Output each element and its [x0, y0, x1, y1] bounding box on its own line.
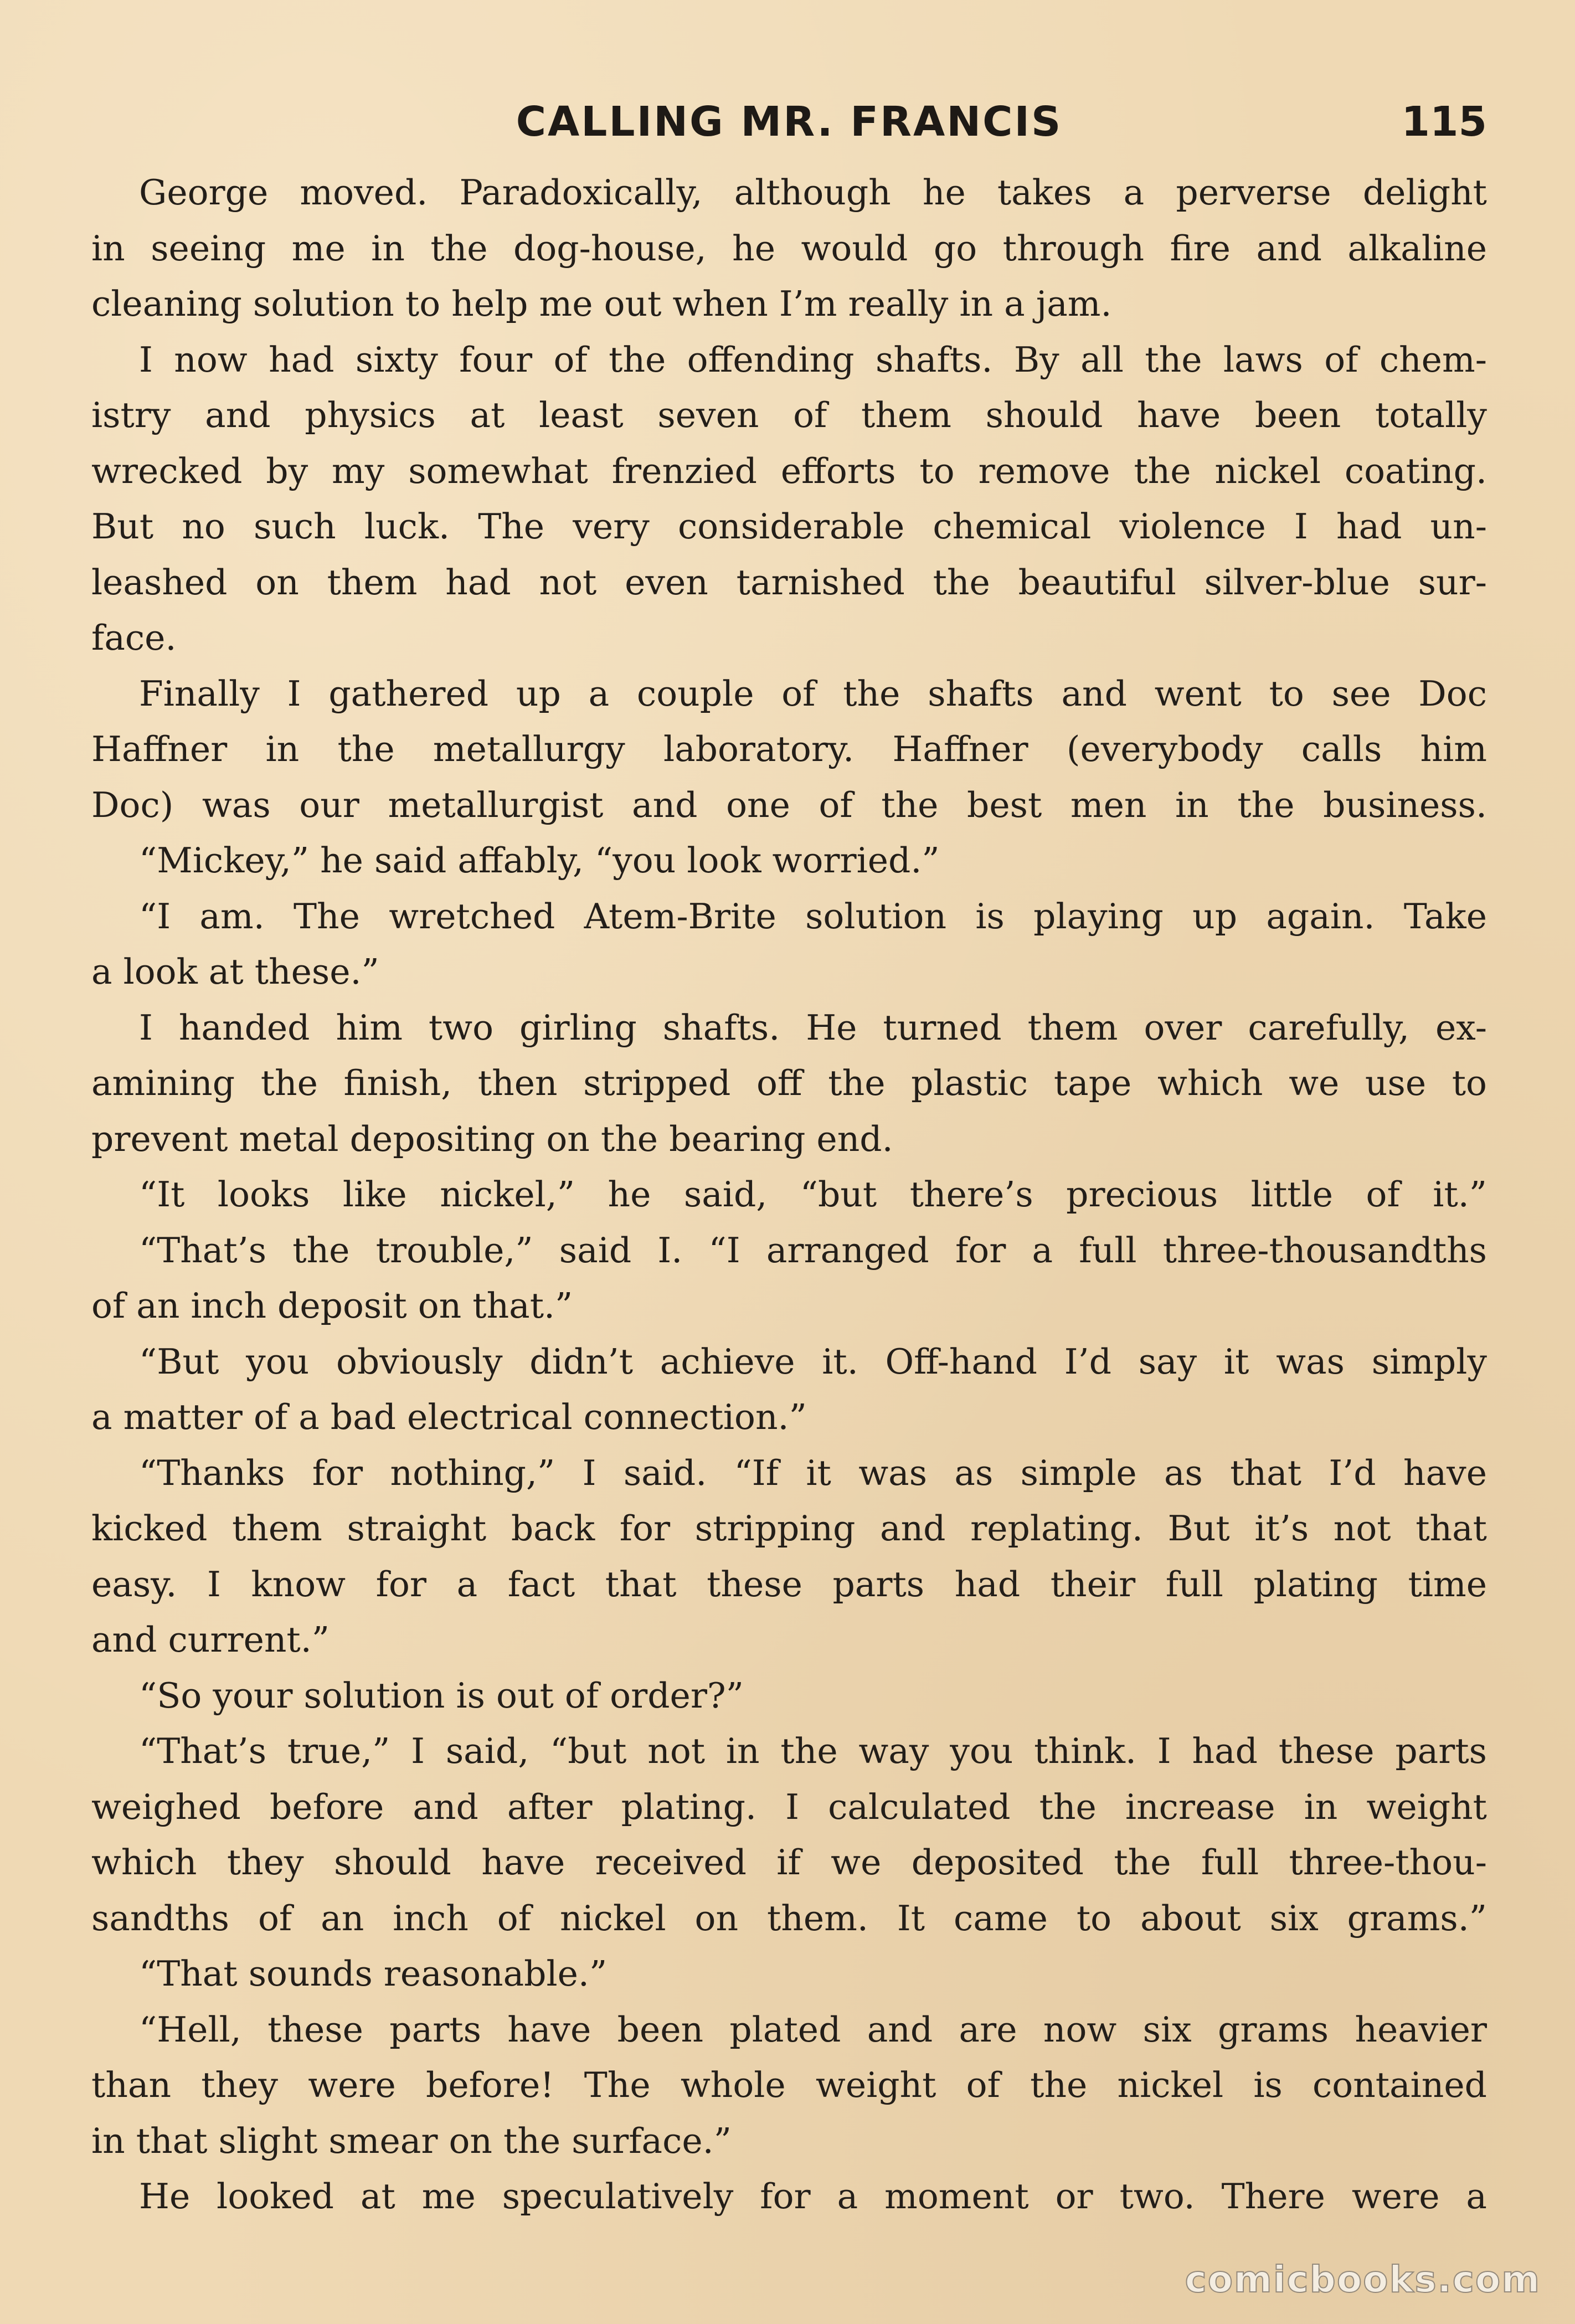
text-line: “It looks like nickel,” he said, “but there’s precious little of it.”	[139, 1174, 1487, 1215]
text-line: Haffner in the metallurgy laboratory. Haffner (everybody calls him	[91, 729, 1487, 769]
text-line: leashed on them had not even tarnished the beautiful silver-blue sur-	[91, 562, 1487, 603]
page-number: 115	[1401, 98, 1487, 146]
text-line: sandths of an inch of nickel on them. It came to about six grams.”	[91, 1898, 1487, 1939]
text-line: of an inch deposit on that.”	[91, 1286, 573, 1326]
text-line: than they were before! The whole weight of the nickel is contained	[91, 2065, 1487, 2105]
text-line: But no such luck. The very considerable chemical violence I had un-	[91, 506, 1487, 547]
text-line: weighed before and after plating. I calculated the increase in weight	[91, 1786, 1487, 1827]
text-line: I now had sixty four of the offending shafts. By all the laws of chem-	[139, 339, 1487, 380]
text-line: “Hell, these parts have been plated and are now six grams heavier	[139, 2009, 1487, 2050]
text-line: I handed him two girling shafts. He turned them over carefully, ex-	[139, 1007, 1487, 1048]
text-line: and current.”	[91, 1619, 330, 1660]
watermark-logo: comicbooks.com	[1185, 2258, 1541, 2301]
text-line: “Mickey,” he said affably, “you look worried.”	[139, 840, 940, 881]
text-line: “Thanks for nothing,” I said. “If it was as simple as that I’d have	[139, 1452, 1487, 1493]
body-text	[91, 165, 1487, 2225]
text-line: easy. I know for a fact that these parts had their full plating time	[91, 1564, 1487, 1605]
text-line: face.	[91, 618, 177, 658]
text-line: kicked them straight back for stripping and replating. But it’s not that	[91, 1508, 1487, 1549]
text-line: “That’s true,” I said, “but not in the way you think. I had these parts	[139, 1731, 1487, 1771]
text-line: a look at these.”	[91, 952, 379, 992]
text-line: Doc) was our metallurgist and one of the best men in the business.	[91, 784, 1487, 825]
text-line: prevent metal depositing on the bearing end.	[91, 1118, 893, 1159]
text-line: wrecked by my somewhat frenzied efforts to remove the nickel coating.	[91, 450, 1487, 491]
text-line: George moved. Paradoxically, although he takes a perverse delight	[139, 172, 1487, 213]
text-line: Finally I gathered up a couple of the shafts and went to see Doc	[139, 673, 1487, 714]
text-line: “That’s the trouble,” said I. “I arranged for a full three-thousandths	[139, 1230, 1487, 1271]
text-line: a matter of a bad electrical connection.”	[91, 1397, 807, 1437]
text-line: in that slight smear on the surface.”	[91, 2120, 732, 2161]
text-line: istry and physics at least seven of them should have been totally	[91, 395, 1487, 435]
text-line: “I am. The wretched Atem-Brite solution is playing up again. Take	[139, 896, 1487, 937]
text-line: “But you obviously didn’t achieve it. Off-hand I’d say it was simply	[139, 1341, 1487, 1382]
text-line: “So your solution is out of order?”	[139, 1675, 744, 1716]
text-line: in seeing me in the dog-house, he would go through fire and alkaline	[91, 228, 1487, 269]
text-line: He looked at me speculatively for a moment or two. There were a	[139, 2176, 1487, 2217]
text-line: which they should have received if we deposited the full three-thou-	[91, 1842, 1487, 1883]
running-title: CALLING MR. FRANCIS	[516, 98, 1063, 146]
text-line: cleaning solution to help me out when I’m really in a jam.	[91, 284, 1112, 324]
page-header	[91, 91, 1487, 152]
text-line: “That sounds reasonable.”	[139, 1953, 608, 1994]
text-line: amining the finish, then stripped off the plastic tape which we use to	[91, 1063, 1487, 1103]
